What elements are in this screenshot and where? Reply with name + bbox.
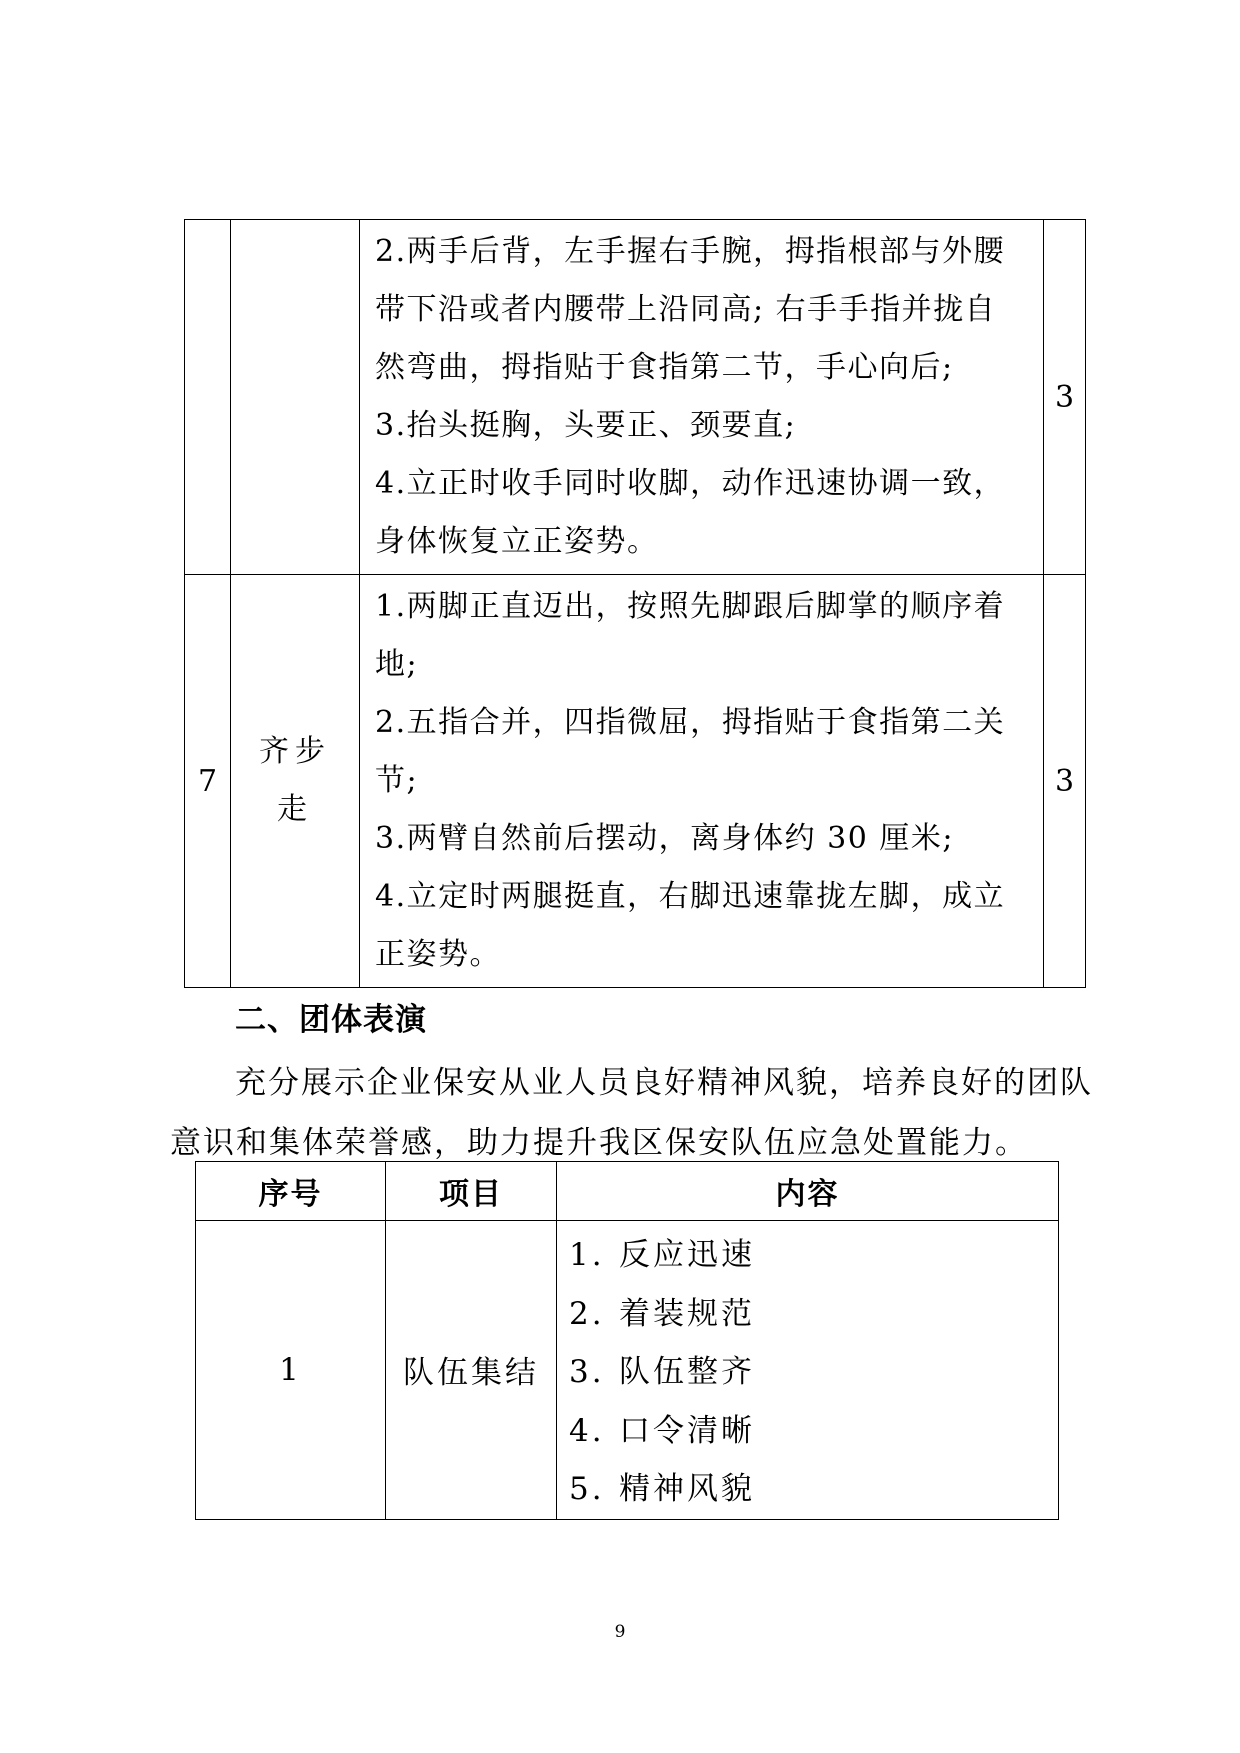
item-line: 走 — [277, 792, 313, 827]
list-item — [569, 1343, 1058, 1402]
table-row — [196, 1221, 1059, 1520]
list-item-number: 5. — [569, 1471, 605, 1507]
content-line: 3.两臂自然前后摆动，离身体约 30 厘米; — [375, 821, 954, 856]
content-line: 正姿势。 — [375, 937, 501, 972]
content-line: 2.两手后背，左手握右手腕，拇指根部与外腰 — [375, 234, 1006, 269]
content-line: 地; — [375, 647, 419, 682]
table-row — [185, 220, 1086, 575]
list-item-text: 口令清晰 — [619, 1412, 755, 1449]
table-header-row — [196, 1162, 1059, 1221]
content-line: 2.五指合并，四指微屈，拇指贴于食指第二关 — [375, 705, 1006, 740]
row-number-cell — [185, 220, 231, 575]
header-item: 项目 — [386, 1162, 557, 1221]
content-line: 身体恢复立正姿势。 — [375, 524, 659, 559]
list-item-text: 队伍整齐 — [619, 1354, 755, 1390]
group-performance-table — [195, 1161, 1059, 1520]
row-content-cell — [360, 220, 1044, 575]
header-number: 序号 — [196, 1162, 386, 1221]
section-paragraph: 充分展示企业保安从业人员良好精神风貌，培养良好的团队意识和集体荣誉感，助力提升我区保安队伍应急处置能力。 — [170, 1065, 1093, 1161]
list-item-text: 反应迅速 — [619, 1237, 755, 1273]
row-item-cell: 队伍集结 — [386, 1221, 557, 1520]
row-score-cell: 3 — [1044, 575, 1086, 988]
row-content-cell — [360, 575, 1044, 988]
list-item-number: 3. — [569, 1354, 605, 1390]
content-line: 4.立定时两腿挺直，右脚迅速靠拢左脚，成立 — [375, 879, 1006, 914]
content-line: 节; — [375, 763, 419, 798]
section-heading: 二、团体表演 — [235, 1002, 427, 1038]
row-content-cell — [557, 1221, 1059, 1520]
content-line: 4.立正时收手同时收脚，动作迅速协调一致， — [375, 466, 1006, 501]
drill-items-table — [184, 219, 1086, 988]
list-item-text: 着装规范 — [619, 1295, 755, 1332]
table-row — [185, 575, 1086, 988]
page-number: 9 — [614, 1622, 626, 1642]
list-item — [569, 1226, 1058, 1285]
list-item-number: 2. — [569, 1295, 605, 1332]
row-item-cell — [231, 575, 360, 988]
row-number-cell: 1 — [196, 1221, 386, 1520]
list-item — [569, 1460, 1058, 1519]
header-content: 内容 — [557, 1162, 1059, 1221]
row-number-cell: 7 — [185, 575, 231, 988]
list-item — [569, 1402, 1058, 1461]
row-item-cell — [231, 220, 360, 575]
content-line: 带下沿或者内腰带上沿同高; 右手手指并拢自 — [375, 292, 997, 327]
content-line: 1.两脚正直迈出，按照先脚跟后脚掌的顺序着 — [375, 589, 1006, 624]
list-item — [569, 1285, 1058, 1344]
content-line: 然弯曲，拇指贴于食指第二节，手心向后; — [375, 350, 954, 385]
list-item-number: 1. — [569, 1237, 605, 1273]
list-item-text: 精神风貌 — [619, 1471, 755, 1507]
item-line: 齐步 — [259, 734, 331, 769]
list-item-number: 4. — [569, 1412, 605, 1449]
content-line: 3.抬头挺胸，头要正、颈要直; — [375, 408, 797, 443]
row-score-cell: 3 — [1044, 220, 1086, 575]
